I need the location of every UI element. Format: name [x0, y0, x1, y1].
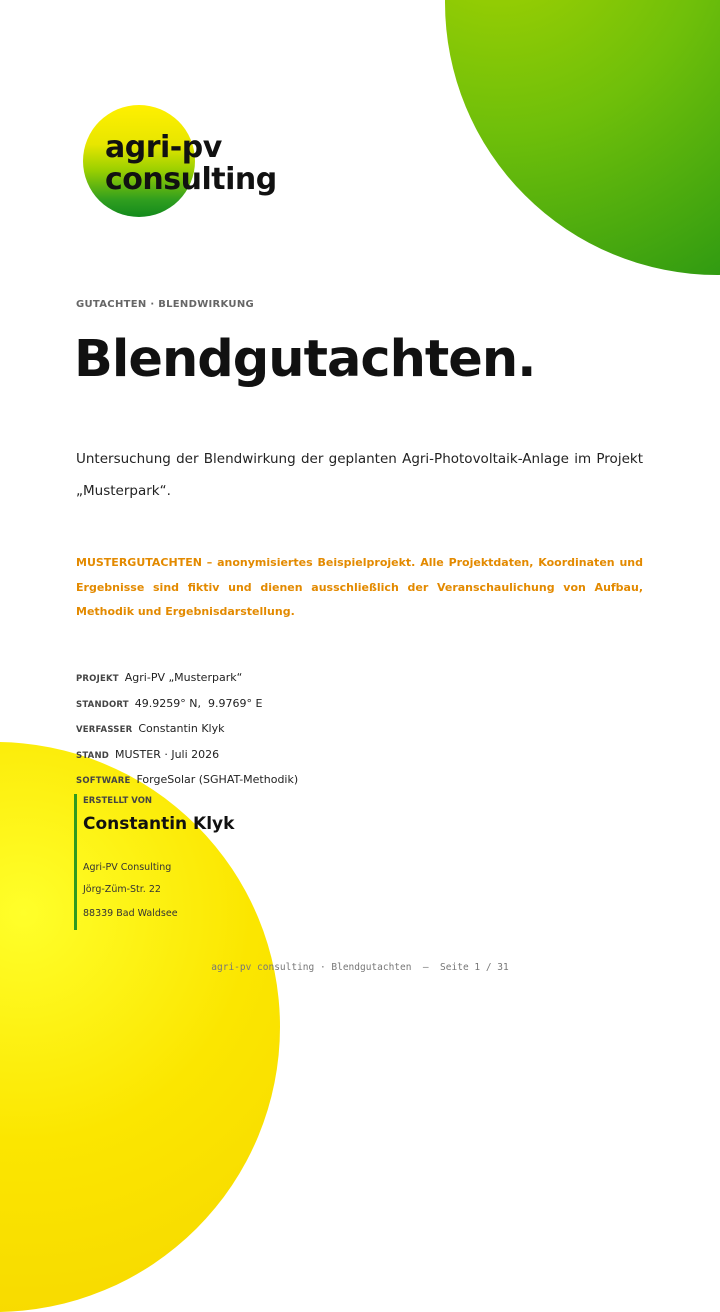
author-label: ERSTELLT VON	[83, 796, 153, 806]
page-footer: agri-pv consulting · Blendgutachten — Seite 1 / 31	[211, 962, 509, 973]
meta-row-software	[76, 768, 476, 794]
document-kicker: GUTACHTEN · BLENDWIRKUNG	[76, 299, 255, 310]
meta-row-location	[76, 692, 476, 718]
logo-text-line2: consulting	[105, 162, 277, 197]
meta-label: SOFTWARE	[76, 776, 131, 786]
address-line: 88339 Bad Waldsee	[83, 908, 178, 919]
decorative-green-circle	[445, 0, 720, 275]
address-line: Agri-PV Consulting	[83, 862, 172, 873]
meta-label: STANDORT	[76, 699, 129, 710]
address-line: Jörg-Züm-Str. 22	[83, 884, 161, 895]
meta-row-author	[76, 717, 476, 743]
meta-value: 49.9259° N, 9.9769° E	[134, 696, 263, 710]
meta-value: MUSTER · Juli 2026	[115, 747, 220, 761]
project-meta	[76, 666, 476, 794]
document-subtitle: Untersuchung der Blendwirkung der geplanten Agri-Photovoltaik-Anlage im Projekt „Musterpark“.	[76, 451, 643, 499]
author-card	[74, 794, 334, 930]
meta-label: PROJEKT	[76, 674, 119, 684]
meta-value: Agri-PV „Musterpark“	[124, 671, 243, 684]
document-title: Blendgutachten.	[74, 330, 536, 389]
meta-label: STAND	[76, 750, 110, 761]
meta-label: VERFASSER	[76, 725, 133, 735]
logo-text-line1: agri-pv	[105, 130, 222, 165]
meta-value: Constantin Klyk	[138, 722, 225, 735]
meta-row-status	[76, 743, 476, 769]
meta-value: ForgeSolar (SGHAT-Methodik)	[136, 773, 299, 786]
sample-notice: MUSTERGUTACHTEN – anonymisiertes Beispielprojekt. Alle Projektdaten, Koordinaten und Ergebnisse sind fiktiv und dienen ausschließlich der Veranschaulichung von Aufbau, Methodik und Ergebnisdarstellung.	[76, 556, 643, 618]
company-logo	[83, 105, 283, 217]
author-name: Constantin Klyk	[83, 814, 235, 834]
meta-row-project	[76, 666, 476, 692]
